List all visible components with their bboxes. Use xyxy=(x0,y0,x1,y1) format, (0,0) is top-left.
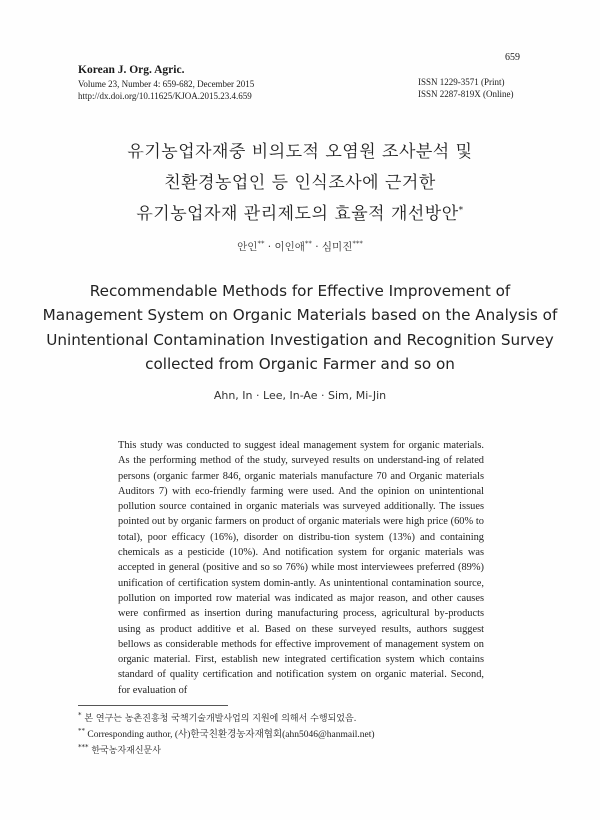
korean-title xyxy=(40,137,560,230)
footnote-affiliation xyxy=(78,743,548,759)
footnote-text: Corresponding author, (사)한국친환경농자재협회(ahn5046@hanmail.net) xyxy=(85,730,375,740)
english-authors: Ahn, In · Lee, In-Ae · Sim, Mi-Jin xyxy=(213,389,387,402)
korean-title-line-text: 유기농업자재 관리제도의 효율적 개선방안 xyxy=(136,204,459,224)
author-separator: · xyxy=(264,241,275,253)
author-name: 이인애 xyxy=(274,241,305,253)
english-title-line: collected from Organic Farmer and so on xyxy=(145,354,455,373)
english-title-line: Unintentional Contamination Investigation and Recognition Survey xyxy=(46,330,554,349)
journal-name: Korean J. Org. Agric. xyxy=(78,64,185,76)
doi-link[interactable]: http://dx.doi.org/10.11625/KJOA.2015.23.4.659 xyxy=(78,91,252,101)
footnote-text: 본 연구는 농촌진흥청 국책기술개발사업의 지원에 의해서 수행되었음. xyxy=(81,714,357,724)
issn-print: ISSN 1229-3571 (Print) xyxy=(418,77,505,87)
footnote-mark: * xyxy=(78,711,82,719)
korean-title-line xyxy=(40,199,560,230)
english-title-line: Management System on Organic Materials based on the Analysis of xyxy=(42,306,558,325)
footnote-funding xyxy=(78,711,548,727)
abstract-text: This study was conducted to suggest ideal management system for organic materials. As the performing method of the study, surveyed results on understand-ing of related persons (organic farmer 846, organic materials manufacture 70 and Organic materials Auditors 7) with eco-friendly farming were used. And the opinion on unintentional pollution source contained in organic materials was surveyed additionally. The issues pointed out by organic farmers on product of organic materials were high price (60% to total), poor efficacy (16%), disorder on distribu-tion system (13%) and containing chemicals as a pesticide (10%). And notification system for organic materials was accepted in general (positive and so so 76%) while most interviewees preferred (89%) unification of certification system domin-antly. As unintentional contamination source, pollution on imported row material was indicated as major reason, and other causes were confirmed as insertion during manufacturing process, agricultural by-products using as product additive et al. Based on these surveyed results, authors suggest bellows as considerable methods for effective improvement of management system on organic material. First, establish new integrated certification system which contains standard of quality certification and notification system on organic material. Second, for evaluation of xyxy=(118,440,484,696)
footnote-text: 한국농자재신문사 xyxy=(88,746,161,756)
footnote-mark: *** xyxy=(78,743,89,751)
author-mark: ** xyxy=(257,239,265,248)
english-title-line: Recommendable Methods for Effective Improvement of xyxy=(89,282,511,300)
footnote-mark: ** xyxy=(78,726,85,735)
korean-authors xyxy=(0,239,600,254)
korean-title-line: 유기농업자재중 비의도적 오염원 조사분석 및 xyxy=(127,142,473,162)
footnotes xyxy=(78,711,548,759)
author-mark: ** xyxy=(304,239,312,248)
author-separator: · xyxy=(311,241,322,253)
korean-title-line: 친환경농업인 등 인식조사에 근거한 xyxy=(164,173,436,193)
journal-header xyxy=(78,64,254,102)
english-title xyxy=(40,279,560,376)
author-name: 안인 xyxy=(237,241,258,253)
footnote-divider xyxy=(78,705,228,706)
author-name: 심미진 xyxy=(321,241,353,253)
footnote-corresponding-author xyxy=(78,727,548,743)
author-mark: *** xyxy=(352,239,363,248)
issn-online: ISSN 2287-819X (Online) xyxy=(418,89,514,99)
page-number: 659 xyxy=(505,52,520,63)
issn-block xyxy=(320,52,520,100)
funding-note-mark: * xyxy=(458,205,464,216)
volume-info: Volume 23, Number 4: 659-682, December 2015 xyxy=(78,79,255,89)
